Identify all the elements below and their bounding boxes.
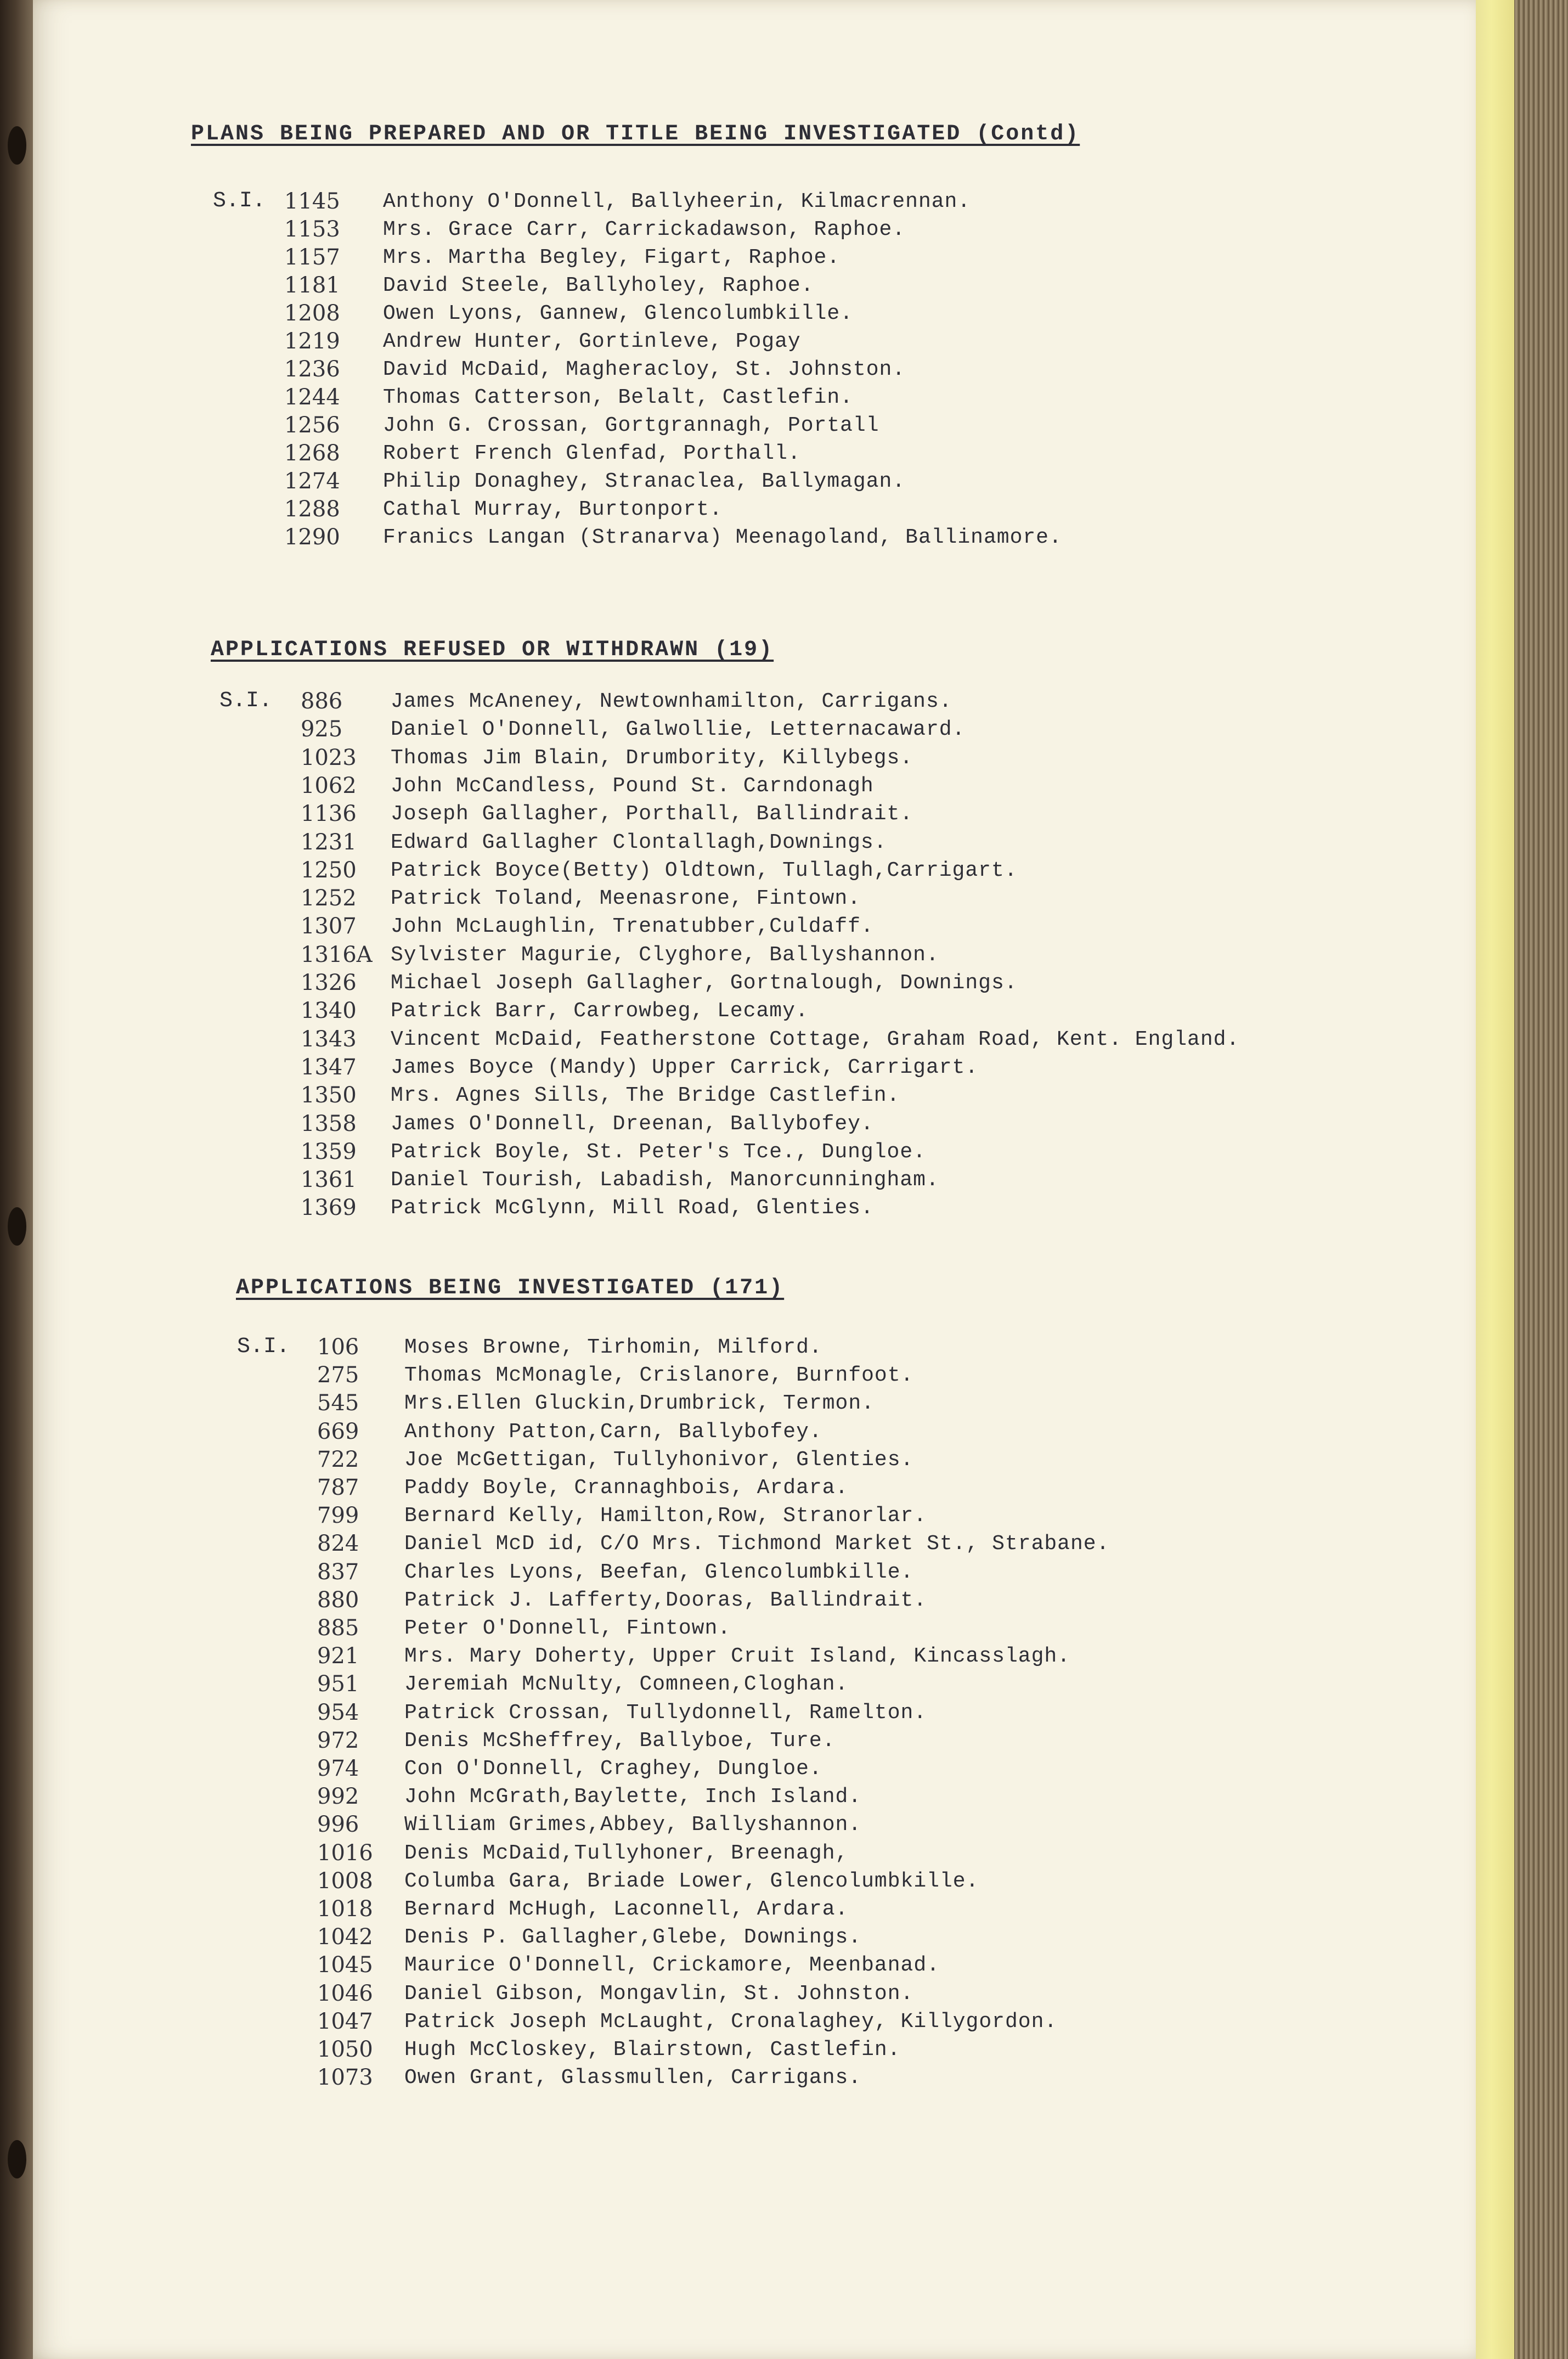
record-text: Anthony O'Donnell, Ballyheerin, Kilmacrennan. bbox=[383, 190, 971, 213]
record-text: Thomas Jim Blain, Drumbority, Killybegs. bbox=[391, 746, 913, 770]
record-text: Con O'Donnell, Craghey, Dungloe. bbox=[404, 1757, 822, 1781]
record-number: 799 bbox=[317, 1503, 359, 1529]
record-text: Columba Gara, Briade Lower, Glencolumbkille. bbox=[404, 1869, 979, 1893]
record-number: 1359 bbox=[301, 1139, 357, 1164]
record-number: 1252 bbox=[301, 886, 357, 911]
record-text: Mrs. Agnes Sills, The Bridge Castlefin. bbox=[391, 1084, 900, 1108]
record-number: 1046 bbox=[317, 1980, 373, 2006]
record-number: 1219 bbox=[284, 329, 340, 354]
section-title: PLANS BEING PREPARED AND OR TITLE BEING INVESTIGATED (Contd) bbox=[191, 122, 1080, 147]
record-text: William Grimes,Abbey, Ballyshannon. bbox=[404, 1813, 862, 1837]
yellow-divider-tab bbox=[1476, 0, 1514, 2359]
record-number: 1042 bbox=[317, 1924, 373, 1950]
record-number: 1250 bbox=[301, 857, 357, 883]
record-number: 1157 bbox=[284, 245, 340, 270]
record-number: 1181 bbox=[284, 273, 340, 298]
section-title: APPLICATIONS REFUSED OR WITHDRAWN (19) bbox=[211, 638, 774, 662]
record-number: 974 bbox=[317, 1756, 359, 1781]
record-text: James Boyce (Mandy) Upper Carrick, Carrigart. bbox=[391, 1055, 979, 1079]
record-number: 1073 bbox=[317, 2065, 373, 2091]
record-number: 1236 bbox=[284, 357, 340, 382]
record-number: 275 bbox=[317, 1363, 359, 1388]
record-text: Patrick Crossan, Tullydonnell, Ramelton. bbox=[404, 1701, 927, 1725]
record-prefix: S.I. bbox=[237, 1335, 290, 1359]
record-number: 1244 bbox=[284, 385, 340, 410]
record-number: 1268 bbox=[284, 441, 340, 466]
record-text: Moses Browne, Tirhomin, Milford. bbox=[404, 1336, 822, 1359]
record-text: David Steele, Ballyholey, Raphoe. bbox=[383, 274, 814, 297]
record-text: Joseph Gallagher, Porthall, Ballindrait. bbox=[391, 802, 913, 826]
record-text: Vincent McDaid, Featherstone Cottage, Graham Road, Kent. England. bbox=[391, 1027, 1240, 1051]
record-text: Patrick Toland, Meenasrone, Fintown. bbox=[391, 887, 861, 911]
record-text: Bernard Kelly, Hamilton,Row, Stranorlar. bbox=[404, 1504, 927, 1528]
record-prefix: S.I. bbox=[213, 189, 266, 213]
record-number: 1145 bbox=[284, 189, 340, 214]
record-text: Philip Donaghey, Stranaclea, Ballymagan. bbox=[383, 470, 906, 493]
record-number: 885 bbox=[317, 1615, 359, 1641]
record-number: 992 bbox=[317, 1784, 359, 1810]
record-number: 1347 bbox=[301, 1054, 357, 1080]
record-text: Charles Lyons, Beefan, Glencolumbkille. bbox=[404, 1560, 914, 1584]
record-number: 1340 bbox=[301, 998, 357, 1024]
record-number: 545 bbox=[317, 1390, 359, 1416]
record-text: David McDaid, Magheracloy, St. Johnston. bbox=[383, 358, 906, 381]
record-text: Hugh McCloskey, Blairstown, Castlefin. bbox=[404, 2038, 901, 2062]
record-text: Owen Lyons, Gannew, Glencolumbkille. bbox=[383, 302, 853, 325]
record-text: Mrs.Ellen Gluckin,Drumbrick, Termon. bbox=[404, 1392, 875, 1416]
record-text: Paddy Boyle, Crannaghbois, Ardara. bbox=[404, 1476, 849, 1500]
record-text: Patrick Barr, Carrowbeg, Lecamy. bbox=[391, 999, 809, 1023]
record-number: 1018 bbox=[317, 1896, 373, 1922]
record-text: Daniel McD id, C/O Mrs. Tichmond Market St., Strabane. bbox=[404, 1532, 1110, 1556]
record-text: Denis P. Gallagher,Glebe, Downings. bbox=[404, 1926, 862, 1950]
record-text: Patrick McGlynn, Mill Road, Glenties. bbox=[391, 1196, 874, 1220]
binder-hole bbox=[8, 2140, 26, 2178]
record-text: Denis McSheffrey, Ballyboe, Ture. bbox=[404, 1729, 836, 1753]
record-number: 1047 bbox=[317, 2008, 373, 2034]
record-number: 1326 bbox=[301, 970, 357, 995]
record-number: 1316A bbox=[301, 942, 373, 967]
record-text: Andrew Hunter, Gortinleve, Pogay bbox=[383, 330, 801, 353]
record-number: 1153 bbox=[284, 217, 340, 242]
record-number: 996 bbox=[317, 1812, 359, 1838]
record-number: 1288 bbox=[284, 497, 340, 522]
record-text: James McAneney, Newtownhamilton, Carrigans. bbox=[391, 690, 952, 713]
record-text: Maurice O'Donnell, Crickamore, Meenbanad. bbox=[404, 1953, 940, 1978]
record-number: 669 bbox=[317, 1418, 359, 1444]
record-text: Edward Gallagher Clontallagh,Downings. bbox=[391, 830, 887, 854]
record-text: John G. Crossan, Gortgrannagh, Portall bbox=[383, 414, 879, 437]
record-prefix: S.I. bbox=[219, 689, 273, 713]
record-text: Denis McDaid,Tullyhoner, Breenagh, bbox=[404, 1841, 849, 1865]
record-text: Robert French Glenfad, Porthall. bbox=[383, 442, 801, 465]
record-text: Franics Langan (Stranarva) Meenagoland, Ballinamore. bbox=[383, 526, 1062, 549]
record-text: Sylvister Magurie, Clyghore, Ballyshannon. bbox=[391, 943, 939, 967]
record-text: Peter O'Donnell, Fintown. bbox=[404, 1617, 731, 1640]
record-text: Daniel Gibson, Mongavlin, St. Johnston. bbox=[404, 1981, 914, 2006]
record-number: 1361 bbox=[301, 1167, 357, 1193]
record-text: Thomas Catterson, Belalt, Castlefin. bbox=[383, 386, 853, 409]
record-number: 1208 bbox=[284, 301, 340, 326]
page-stack-edge bbox=[1514, 0, 1568, 2359]
record-number: 722 bbox=[317, 1446, 359, 1472]
record-text: Patrick Boyle, St. Peter's Tce., Dungloe. bbox=[391, 1140, 926, 1164]
record-text: Patrick Joseph McLaught, Cronalaghey, Killygordon. bbox=[404, 2009, 1058, 2034]
record-text: Patrick Boyce(Betty) Oldtown, Tullagh,Carrigart. bbox=[391, 858, 1018, 882]
record-text: Daniel Tourish, Labadish, Manorcunningham. bbox=[391, 1168, 939, 1192]
record-number: 1016 bbox=[317, 1840, 373, 1866]
record-number: 972 bbox=[317, 1727, 359, 1753]
record-number: 106 bbox=[317, 1335, 359, 1360]
binder-hole bbox=[8, 126, 26, 165]
record-number: 1358 bbox=[301, 1111, 357, 1136]
record-number: 880 bbox=[317, 1587, 359, 1613]
record-text: Anthony Patton,Carn, Ballybofey. bbox=[404, 1420, 822, 1444]
record-number: 1008 bbox=[317, 1868, 373, 1894]
record-text: Jeremiah McNulty, Comneen,Cloghan. bbox=[404, 1673, 849, 1697]
record-number: 837 bbox=[317, 1559, 359, 1585]
record-number: 1307 bbox=[301, 914, 357, 939]
record-number: 1369 bbox=[301, 1195, 357, 1221]
record-number: 921 bbox=[317, 1643, 359, 1669]
record-text: Patrick J. Lafferty,Dooras, Ballindrait. bbox=[404, 1588, 927, 1612]
record-number: 925 bbox=[301, 717, 343, 742]
record-number: 824 bbox=[317, 1531, 359, 1557]
record-text: John McGrath,Baylette, Inch Island. bbox=[404, 1785, 862, 1809]
record-number: 1350 bbox=[301, 1083, 357, 1108]
record-number: 1343 bbox=[301, 1026, 357, 1052]
record-text: Mrs. Grace Carr, Carrickadawson, Raphoe. bbox=[383, 218, 906, 241]
record-text: Daniel O'Donnell, Galwollie, Letternacaward. bbox=[391, 718, 966, 742]
record-number: 951 bbox=[317, 1671, 359, 1697]
record-number: 1023 bbox=[301, 745, 357, 770]
record-number: 1290 bbox=[284, 525, 340, 550]
record-text: Mrs. Martha Begley, Figart, Raphoe. bbox=[383, 246, 841, 269]
record-number: 1062 bbox=[301, 773, 357, 798]
record-number: 1045 bbox=[317, 1952, 373, 1978]
record-text: Cathal Murray, Burtonport. bbox=[383, 498, 723, 521]
record-text: Thomas McMonagle, Crislanore, Burnfoot. bbox=[404, 1364, 914, 1388]
section-title: APPLICATIONS BEING INVESTIGATED (171) bbox=[236, 1276, 785, 1300]
record-number: 886 bbox=[301, 689, 343, 714]
record-number: 954 bbox=[317, 1699, 359, 1725]
record-number: 1136 bbox=[301, 801, 357, 827]
record-text: Owen Grant, Glassmullen, Carrigans. bbox=[404, 2066, 862, 2090]
binder-hole bbox=[8, 1207, 26, 1246]
record-number: 1231 bbox=[301, 829, 357, 855]
record-text: James O'Donnell, Dreenan, Ballybofey. bbox=[391, 1112, 874, 1136]
record-number: 787 bbox=[317, 1475, 359, 1500]
record-number: 1256 bbox=[284, 413, 340, 438]
record-text: Joe McGettigan, Tullyhonivor, Glenties. bbox=[404, 1448, 914, 1472]
record-text: Mrs. Mary Doherty, Upper Cruit Island, Kincasslagh. bbox=[404, 1645, 1070, 1669]
record-text: Michael Joseph Gallagher, Gortnalough, Downings. bbox=[391, 971, 1018, 995]
record-number: 1274 bbox=[284, 469, 340, 494]
record-text: John McCandless, Pound St. Carndonagh bbox=[391, 774, 874, 798]
record-text: Bernard McHugh, Laconnell, Ardara. bbox=[404, 1898, 849, 1921]
record-number: 1050 bbox=[317, 2037, 373, 2062]
record-text: John McLaughlin, Trenatubber,Culdaff. bbox=[391, 915, 874, 939]
